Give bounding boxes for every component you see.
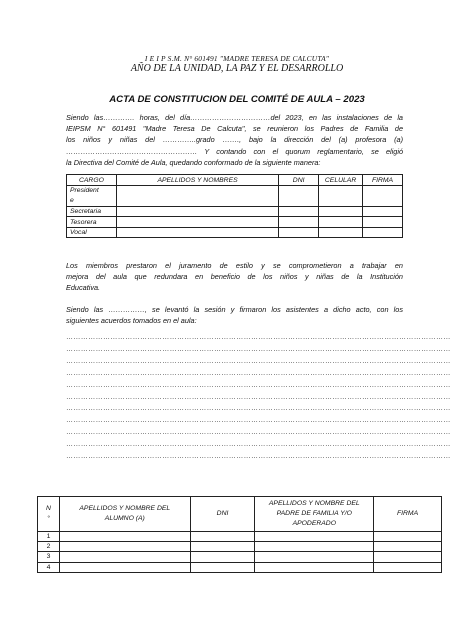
role-cell: Secretaria [67, 207, 117, 217]
intro-paragraph [66, 112, 403, 168]
parent-name-field[interactable] [255, 562, 374, 572]
firma-field[interactable] [363, 207, 403, 217]
student-name-field[interactable] [59, 532, 190, 542]
agreement-line[interactable]: ………………………………………………………………………………………………………………………………………… [66, 393, 451, 401]
row-number: 1 [38, 532, 60, 542]
table-row [38, 562, 442, 572]
table-row [38, 552, 442, 562]
firma-field[interactable] [374, 532, 442, 542]
parent-name-field[interactable] [255, 542, 374, 552]
header-firma: FIRMA [363, 175, 403, 186]
intro-line: los niños y niñas del …………..grado ……., bajo la dirección del (a) profesora (a) [66, 135, 403, 145]
agreement-line[interactable]: ………………………………………………………………………………………………………………………………………… [66, 334, 451, 341]
role-president-part1: President [70, 187, 99, 194]
table-row [67, 217, 403, 227]
parent-name-field[interactable] [255, 532, 374, 542]
header-student-name: APELLIDOS Y NOMBRE DEL ALUMNO (A) [59, 497, 190, 532]
role-cell: Vocal [67, 227, 117, 237]
agreement-line[interactable]: ………………………………………………………………………………………………………………………………………… [66, 453, 451, 460]
celular-field[interactable] [319, 207, 363, 217]
firma-field[interactable] [374, 552, 442, 562]
firma-field[interactable] [363, 186, 403, 207]
celular-field[interactable] [319, 217, 363, 227]
table-row [67, 207, 403, 217]
committee-table [66, 174, 403, 238]
intro-line: ……………………………………………… Y contando con el quorum reglamentario, se eligió [66, 146, 403, 156]
dni-field[interactable] [279, 207, 319, 217]
oath-line: Los miembros prestaron el juramento de estilo y se comprometieron a trabajar en [66, 261, 403, 270]
dni-field[interactable] [190, 552, 255, 562]
dni-field[interactable] [279, 186, 319, 207]
names-field[interactable] [116, 186, 278, 207]
agreement-line[interactable]: ………………………………………………………………………………………………………………………………………… [66, 345, 451, 353]
dni-field[interactable] [190, 562, 255, 572]
header-number: N ° [38, 497, 60, 532]
names-field[interactable] [116, 217, 278, 227]
student-name-field[interactable] [59, 542, 190, 552]
intro-line: IEIPSM N° 601491 "Madre Teresa De Calcuta", se reunieron los Padres de Familia de [66, 124, 403, 134]
dni-field[interactable] [279, 227, 319, 237]
table-row [67, 227, 403, 237]
attendance-table [37, 496, 442, 573]
row-number: 2 [38, 542, 60, 552]
student-name-field[interactable] [59, 552, 190, 562]
table-row [38, 532, 442, 542]
oath-line: mejora del aula que redundara en beneficio de los niños y niñas de la Institución [66, 272, 403, 282]
firma-field[interactable] [374, 542, 442, 552]
committee-header-row [67, 175, 403, 186]
parent-name-field[interactable] [255, 552, 374, 562]
celular-field[interactable] [319, 186, 363, 207]
intro-line: la Directiva del Comité de Aula, quedando conformado de la siguiente manera: [66, 157, 321, 167]
document-title: ACTA DE CONSTITUCION DEL COMITÉ DE AULA – 2023 [109, 94, 365, 105]
agreement-line[interactable]: ………………………………………………………………………………………………………………………………………… [66, 405, 451, 413]
header-names: APELLIDOS Y NOMBRES [116, 175, 278, 186]
row-number: 4 [38, 562, 60, 572]
firma-field[interactable] [363, 227, 403, 237]
agreement-line[interactable]: ………………………………………………………………………………………………………………………………………… [66, 429, 451, 437]
oath-line: Educativa. [66, 283, 101, 293]
table-row [38, 542, 442, 552]
closing-paragraph [66, 304, 403, 326]
names-field[interactable] [116, 227, 278, 237]
dni-field[interactable] [279, 217, 319, 227]
header-cargo: CARGO [67, 175, 117, 186]
row-number: 3 [38, 552, 60, 562]
closing-line: Siendo las ……………, se levantó la sesión y firmaron los asistentes a dicho acto, con los [66, 305, 403, 314]
school-name: I E I P S.M. N° 601491 "MADRE TERESA DE CALCUTA" [144, 54, 330, 63]
attendance-header-row [38, 497, 442, 532]
dni-field[interactable] [190, 532, 255, 542]
dni-field[interactable] [190, 542, 255, 552]
names-field[interactable] [116, 207, 278, 217]
header-firma: FIRMA [374, 497, 442, 532]
role-cell [67, 186, 117, 207]
agreement-line[interactable]: ………………………………………………………………………………………………………………………………………… [66, 381, 451, 389]
table-row [67, 186, 403, 207]
role-cell: Tesorera [67, 217, 117, 227]
firma-field[interactable] [374, 562, 442, 572]
oath-paragraph [66, 260, 403, 294]
header-dni: DNI [190, 497, 255, 532]
agreement-line[interactable]: ………………………………………………………………………………………………………………………………………… [66, 441, 451, 449]
role-president-part2: e [70, 197, 74, 204]
celular-field[interactable] [319, 227, 363, 237]
year-motto: AÑO DE LA UNIDAD, LA PAZ Y EL DESARROLLO [130, 63, 344, 74]
student-name-field[interactable] [59, 562, 190, 572]
intro-line: Siendo las…………. horas, del día……………………………del 2023, en las instalaciones de la [66, 113, 403, 122]
header-dni: DNI [279, 175, 319, 186]
header-celular: CELULAR [319, 175, 363, 186]
header-parent-name: APELLIDOS Y NOMBRE DEL PADRE DE FAMILIA Y/O APODERADO [255, 497, 374, 532]
agreement-line[interactable]: ………………………………………………………………………………………………………………………………………… [66, 417, 451, 425]
firma-field[interactable] [363, 217, 403, 227]
agreement-line[interactable]: ………………………………………………………………………………………………………………………………………… [66, 369, 451, 377]
closing-line: siguientes acuerdos tomados en el aula: [66, 316, 197, 326]
agreement-line[interactable]: ………………………………………………………………………………………………………………………………………… [66, 357, 451, 365]
